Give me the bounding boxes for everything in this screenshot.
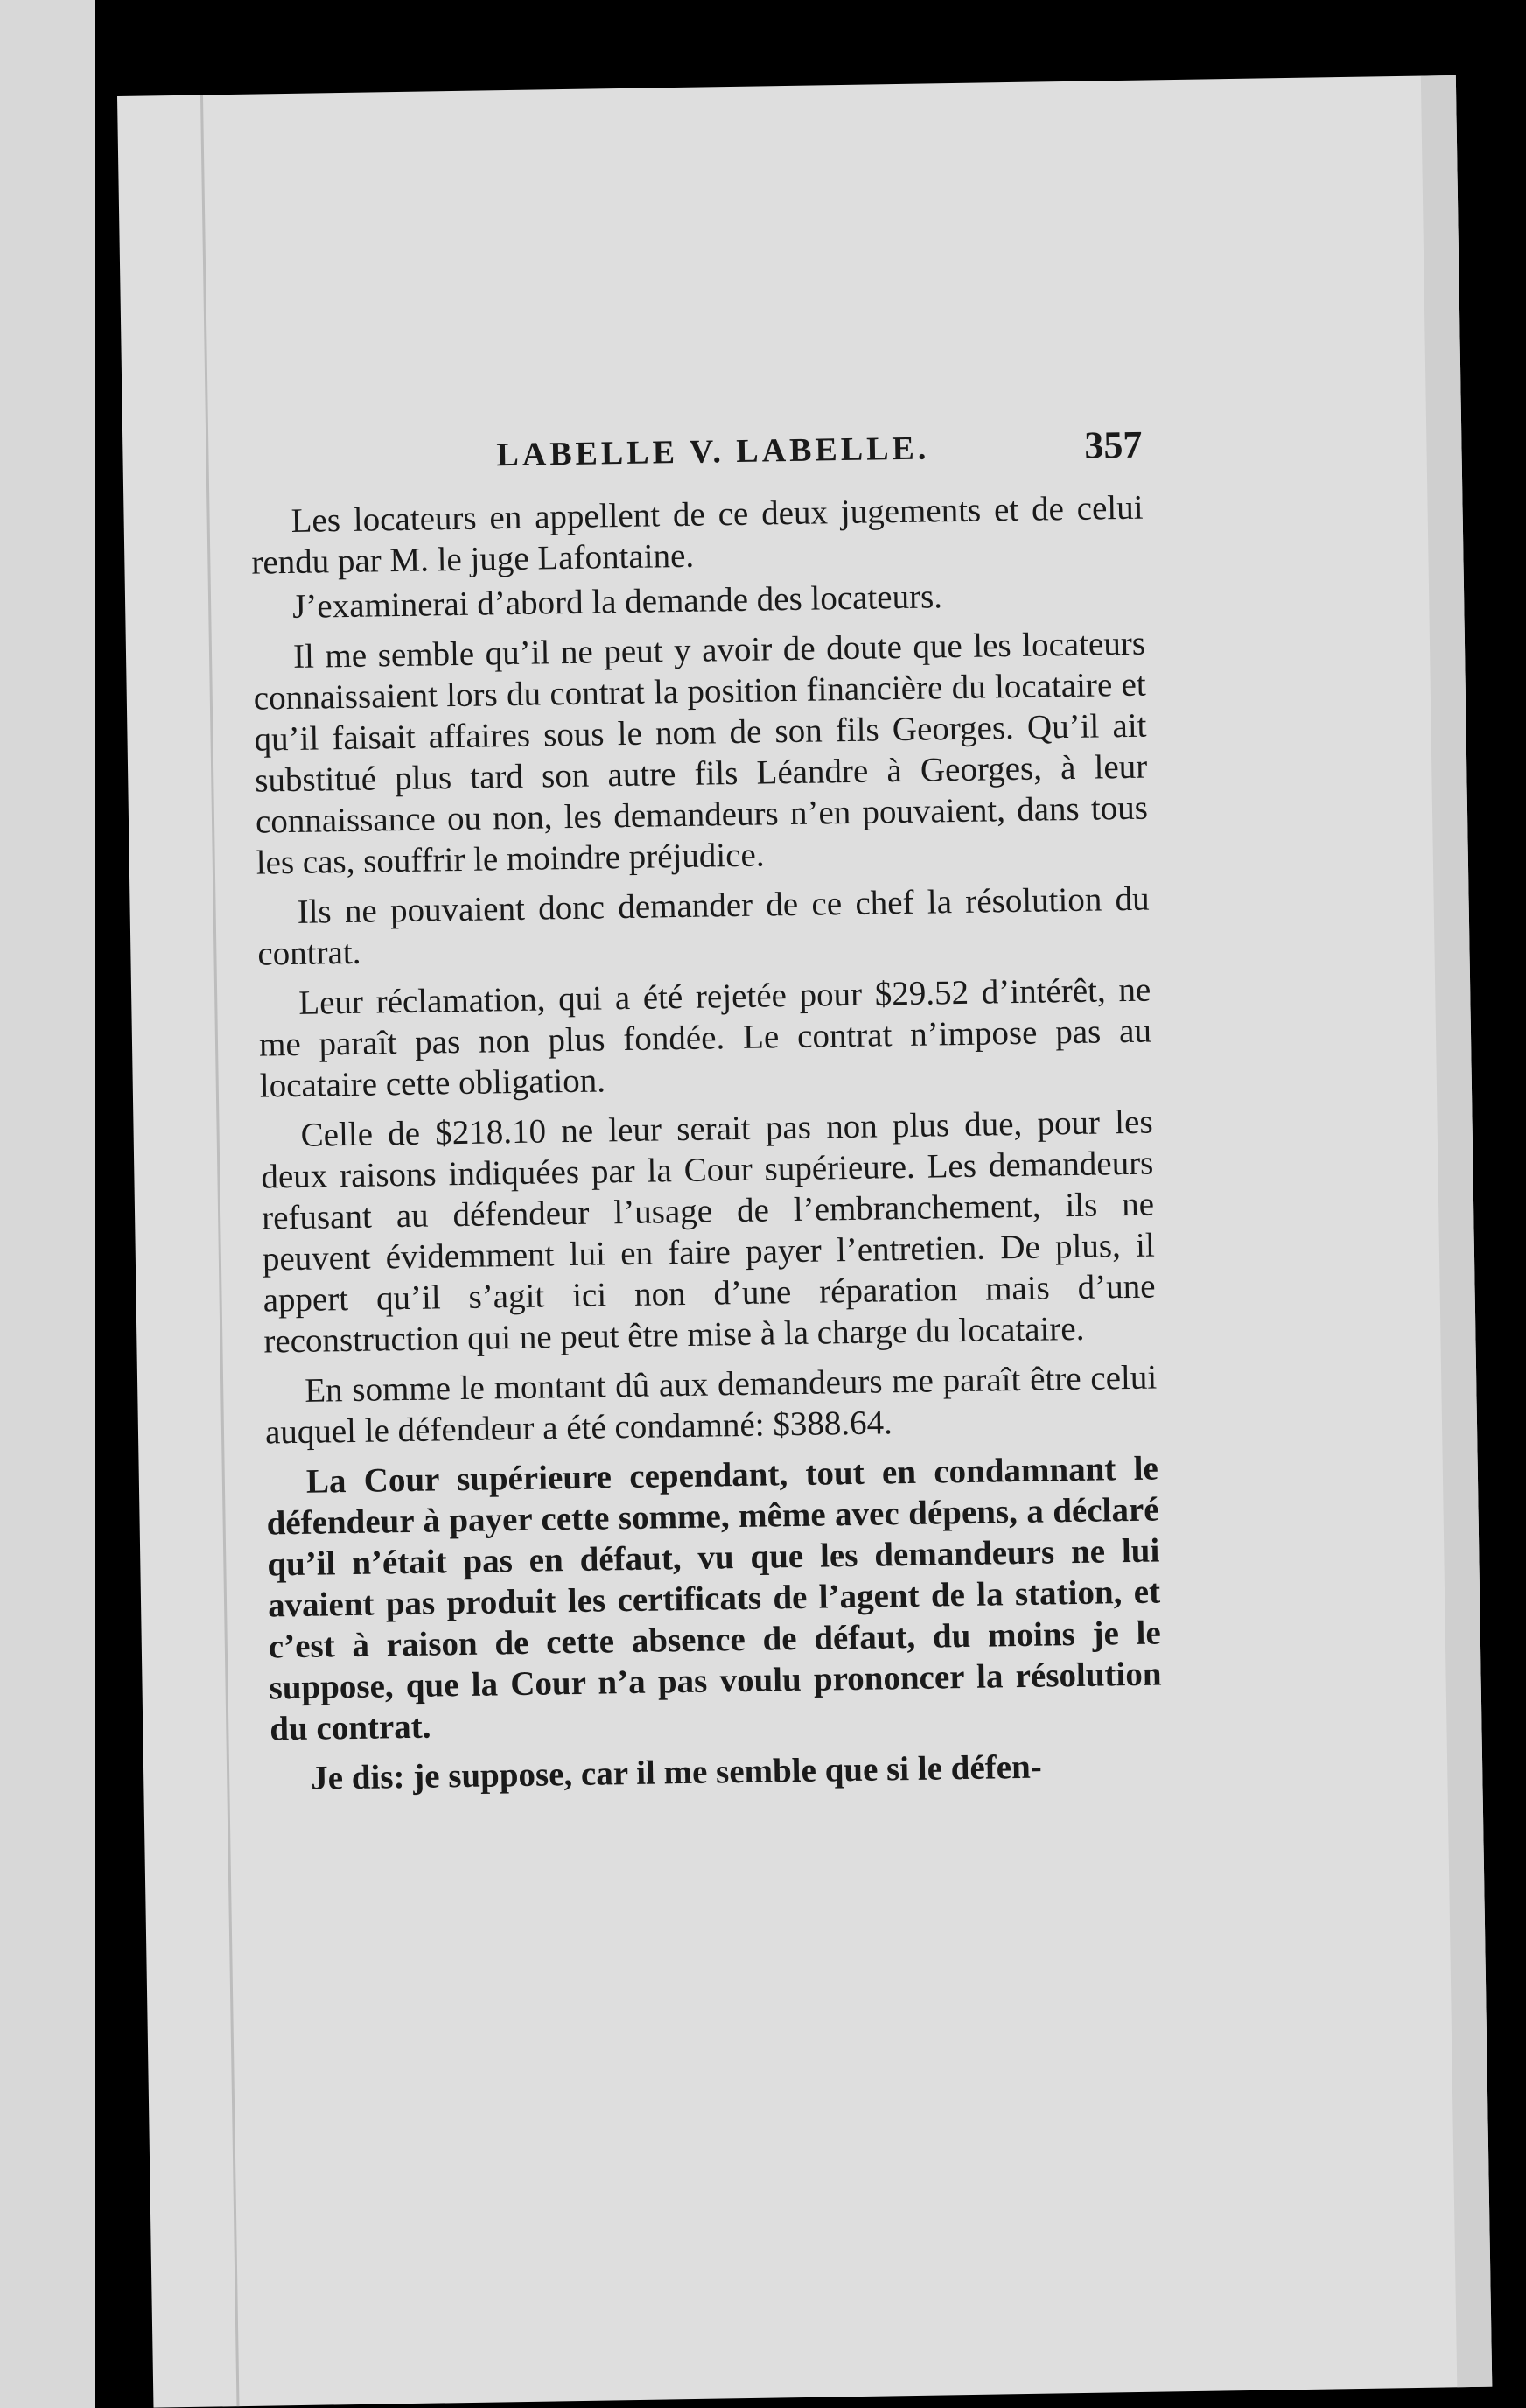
page-content: [249, 423, 1163, 1809]
scanned-page: [117, 75, 1492, 2408]
paragraph-4: Ils ne pouvaient donc demander de ce chef la résolution du contrat.: [257, 879, 1150, 973]
paragraph-3: Il me semble qu’il ne peut y avoir de doute que les locateurs connaissaient lors du contrat la position financière du locataire et qu’il faisait affaires sous le nom de son fils Georges. Qu’il ait substitué plus tard son autre fils Léandre à Georges, à leur connaissance ou non, les demandeurs n’en pouvaient, dans tous les cas, souffrir le moindre préjudice.: [253, 624, 1149, 882]
paragraph-5: Leur réclamation, qui a été rejetée pour $29.52 d’intérêt, ne me paraît pas non plus fondée. Le contrat n’impose pas au locataire cette obligation.: [258, 970, 1152, 1105]
paragraph-2: J’examinerai d’abord la demande des locateurs.: [291, 578, 943, 626]
paragraph-8: La Cour supérieure cependant, tout en condamnant le défendeur à payer cette somme, même avec dépens, a déclaré qu’il n’était pas en défaut, vu que les demandeurs ne lui avaient pas produit les certificats de l’agent de la station, et c’est à raison de cette absence de défaut, du moins je le suppose, que la Cour n’a pas voulu prononcer la résolution du contrat.: [266, 1449, 1162, 1748]
paragraph-6: Celle de $218.10 ne leur serait pas non plus due, pour les deux raisons indiquées par la Cour supérieure. Les demandeurs refusant au défendeur l’usage de l’embranchement, ils ne peuvent évidemment lui en faire payer l’entretien. De plus, il appert qu’il s’agit ici non d’une réparation mais d’une reconstruction qui ne peut être mise à la charge du locataire.: [261, 1102, 1156, 1361]
paragraph-9: Je dis: je suppose, car il me semble que si le défen-: [310, 1747, 1043, 1797]
page-right-edge: [1421, 75, 1492, 2387]
running-header-title: LABELLE V. LABELLE.: [496, 430, 930, 474]
adjacent-page-edge: [0, 0, 94, 2408]
page-number: 357: [1084, 423, 1143, 467]
paragraph-1: Les locateurs en appellent de ce deux jugements et de celui rendu par M. le juge Lafontaine.: [251, 488, 1144, 582]
page-fold-line: [200, 94, 239, 2406]
book-gutter: [94, 0, 117, 2408]
paragraph-7: En somme le montant dû aux demandeurs me paraît être celui auquel le défendeur a été condamné: $388.64.: [264, 1358, 1158, 1452]
